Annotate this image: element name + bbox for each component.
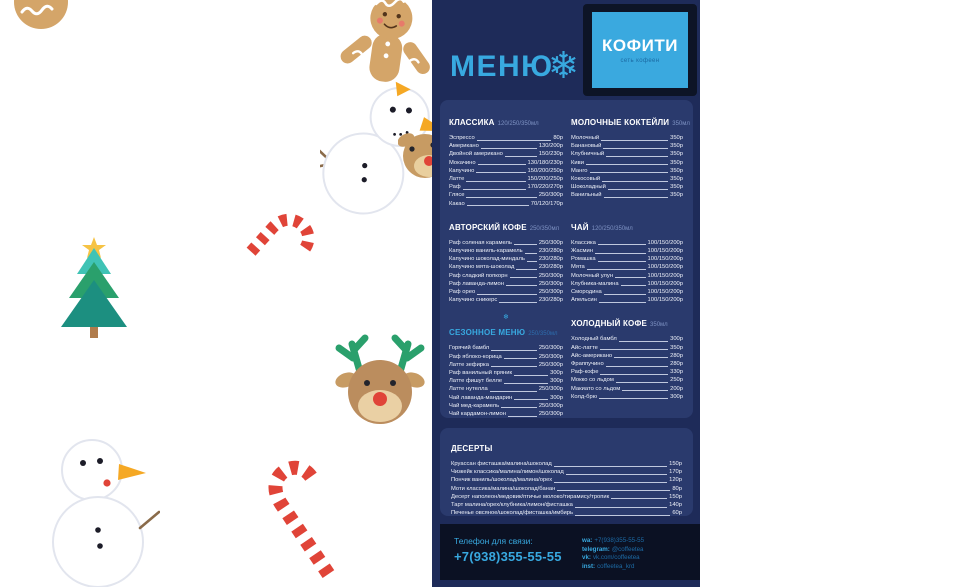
menu-item-row bbox=[449, 150, 563, 158]
item-name: Десерт наполеон/медовик/птичье молоко/тирамису/тропик bbox=[451, 493, 610, 500]
leader-line bbox=[599, 302, 646, 303]
section-header bbox=[571, 313, 683, 331]
item-name: Чизкейк классика/малина/лимон/шоколад bbox=[451, 469, 564, 476]
leader-line bbox=[598, 244, 646, 245]
leader-line bbox=[554, 466, 667, 467]
leader-line bbox=[505, 156, 537, 157]
menu-item-row bbox=[571, 288, 683, 296]
item-price: 80р bbox=[672, 485, 682, 492]
menu-item-row bbox=[571, 175, 683, 183]
page-title: МЕНЮ bbox=[450, 50, 554, 83]
leader-line bbox=[622, 390, 668, 391]
menu-item-row bbox=[571, 335, 683, 343]
item-price: 350р bbox=[670, 184, 683, 191]
item-price: 250/300р bbox=[538, 353, 563, 360]
menu-item-row bbox=[449, 377, 563, 385]
item-price: 350р bbox=[670, 159, 683, 166]
social-row-vk bbox=[582, 554, 690, 563]
item-price: 230/280р bbox=[538, 297, 563, 304]
leader-line bbox=[516, 269, 536, 270]
item-price: 330р bbox=[670, 369, 683, 376]
item-name: Манго bbox=[571, 167, 588, 174]
menu-item-row bbox=[571, 344, 683, 352]
section-header bbox=[449, 322, 563, 340]
gingerbread-icon bbox=[338, 0, 440, 84]
item-name: Молочный улун bbox=[571, 272, 614, 279]
menu-item-row bbox=[449, 191, 563, 199]
contact-bar bbox=[440, 524, 700, 580]
snowflake-icon: ❄ bbox=[503, 313, 509, 322]
leader-line bbox=[586, 164, 668, 165]
menu-item-row bbox=[571, 167, 683, 175]
item-price: 60р bbox=[672, 510, 682, 517]
leader-line bbox=[501, 407, 537, 408]
item-price: 350р bbox=[670, 135, 683, 141]
item-price: 230/280р bbox=[538, 264, 563, 271]
item-price: 150/200/250р bbox=[527, 167, 563, 174]
item-price: 100/150/200р bbox=[647, 289, 683, 296]
snowflake-icon: ❄ bbox=[548, 44, 580, 87]
item-name: Шоколадный bbox=[571, 184, 606, 191]
leader-line bbox=[490, 391, 537, 392]
telegram-value: @coffeetea bbox=[611, 545, 644, 553]
item-name: Мята bbox=[571, 264, 585, 271]
leader-line bbox=[466, 197, 536, 198]
leader-line bbox=[467, 205, 529, 206]
contact-label: Телефон для связи: bbox=[454, 536, 533, 546]
item-name: Капучино bbox=[449, 167, 475, 174]
menu-item-row bbox=[449, 353, 563, 361]
social-row-inst bbox=[582, 563, 690, 572]
item-name: Латте зефирка bbox=[449, 361, 489, 368]
leader-line bbox=[514, 244, 537, 245]
section-title: КЛАССИКА bbox=[449, 118, 495, 127]
menu-item-row bbox=[449, 385, 563, 393]
item-name: Классика bbox=[571, 239, 596, 246]
contact-left bbox=[454, 536, 582, 580]
leader-line bbox=[606, 156, 668, 157]
menu-item-row bbox=[571, 247, 683, 255]
item-price: 350р bbox=[670, 192, 683, 199]
item-price: 140р bbox=[669, 502, 682, 509]
logo-title: КОФИТИ bbox=[602, 36, 678, 55]
menu-item-row bbox=[571, 191, 683, 199]
menu-item-row bbox=[449, 272, 563, 280]
logo-inner bbox=[592, 12, 688, 88]
item-price: 230/280р bbox=[538, 256, 563, 263]
section-title: ЧАЙ bbox=[571, 222, 589, 232]
item-name: Капучино шоколад-миндаль bbox=[449, 256, 525, 263]
item-price: 250/300р bbox=[538, 411, 563, 418]
item-price: 250/300р bbox=[538, 289, 563, 296]
leader-line bbox=[463, 189, 526, 190]
menu-item-row bbox=[449, 344, 563, 352]
menu-item-row bbox=[571, 272, 683, 280]
leader-line bbox=[525, 253, 537, 254]
item-name: Раф ванильный пряник bbox=[449, 370, 512, 377]
item-price: 280р bbox=[670, 352, 683, 359]
item-price: 350р bbox=[670, 344, 683, 351]
item-price: 250/300р bbox=[538, 386, 563, 393]
item-name: Клубника-малина bbox=[571, 280, 619, 287]
item-name: Колд-брю bbox=[571, 393, 598, 400]
snowman-icon bbox=[46, 430, 160, 587]
item-price: 200р bbox=[670, 385, 683, 392]
menu-item-row bbox=[451, 485, 682, 493]
item-name: Банановый bbox=[571, 143, 602, 150]
section-title: ДЕСЕРТЫ bbox=[451, 444, 493, 453]
item-name: Айс-американо bbox=[571, 352, 613, 359]
item-price: 250/300р bbox=[538, 272, 563, 279]
item-name: Мокко со льдом bbox=[571, 377, 614, 384]
item-name: Мокачино bbox=[449, 159, 476, 166]
section-volume: 250/350мл bbox=[529, 225, 560, 232]
leader-line bbox=[514, 399, 548, 400]
item-name: Ванильный bbox=[571, 192, 602, 199]
section-volume: 350мл bbox=[650, 322, 668, 329]
leader-line bbox=[602, 181, 668, 182]
leader-line bbox=[504, 358, 537, 359]
menu-item-row bbox=[571, 142, 683, 150]
menu-item-row bbox=[571, 385, 683, 393]
menu-item-row bbox=[571, 280, 683, 288]
telegram-label: telegram: bbox=[582, 545, 610, 553]
item-price: 100/150/200р bbox=[647, 280, 683, 287]
candy-cane-icon bbox=[242, 208, 326, 282]
item-name: Какао bbox=[449, 200, 465, 207]
item-name: Кокосовый bbox=[571, 176, 601, 183]
menu-item-row bbox=[451, 460, 682, 468]
item-name: Киви bbox=[571, 159, 584, 166]
item-price: 100/150/200р bbox=[647, 297, 683, 304]
christmas-tree-icon bbox=[48, 236, 140, 340]
leader-line bbox=[621, 285, 646, 286]
item-name: Чай кардамон-лимон bbox=[449, 411, 506, 418]
menu-item-row bbox=[451, 509, 682, 517]
item-name: Раф лаванда-лимон bbox=[449, 280, 504, 287]
item-price: 70/120/170р bbox=[530, 200, 563, 207]
leader-line bbox=[477, 140, 552, 141]
leader-line bbox=[508, 416, 537, 417]
item-name: Горячий бамбл bbox=[449, 345, 490, 352]
item-price: 150р bbox=[669, 493, 682, 500]
item-price: 230/280р bbox=[538, 248, 563, 255]
item-name: Американо bbox=[449, 143, 479, 150]
leader-line bbox=[598, 261, 646, 262]
item-name: Апельсин bbox=[571, 297, 597, 304]
menu-item-row bbox=[571, 393, 683, 401]
item-price: 100/150/200р bbox=[647, 256, 683, 263]
item-name: Раф сладкий попкорн bbox=[449, 272, 508, 279]
contact-phone: +7(938)355-55-55 bbox=[454, 549, 562, 564]
leader-line bbox=[616, 382, 668, 383]
item-name: Тарт малина/орех/клубника/лимон/фисташка bbox=[451, 502, 573, 509]
menu-item-row bbox=[449, 200, 563, 208]
item-price: 300р bbox=[670, 393, 683, 400]
menu-card-main bbox=[440, 100, 693, 418]
section-title: АВТОРСКИЙ КОФЕ bbox=[449, 222, 527, 232]
leader-line bbox=[606, 366, 668, 367]
menu-item-row bbox=[571, 159, 683, 167]
inst-label: inst: bbox=[582, 562, 596, 570]
item-name: Раф соленая карамель bbox=[449, 239, 512, 246]
menu-item-row bbox=[571, 360, 683, 368]
item-price: 170/220/270р bbox=[527, 184, 563, 191]
menu-section-cold-coffee bbox=[571, 313, 683, 418]
logo bbox=[583, 4, 697, 96]
menu-item-row bbox=[449, 167, 563, 175]
item-name: Смородина bbox=[571, 289, 602, 296]
item-name: Латте нутелла bbox=[449, 386, 488, 393]
leader-line bbox=[599, 398, 668, 399]
social-row-telegram bbox=[582, 546, 690, 555]
menu-item-row bbox=[571, 376, 683, 384]
menu-item-row bbox=[449, 288, 563, 296]
menu-panel bbox=[432, 0, 700, 587]
item-name: Капучино ваниль-карамель bbox=[449, 248, 523, 255]
item-price: 100/150/200р bbox=[647, 239, 683, 246]
leader-line bbox=[575, 507, 667, 508]
item-name: Айс-латте bbox=[571, 344, 598, 351]
leader-line bbox=[604, 197, 669, 198]
leader-line bbox=[504, 383, 548, 384]
menu-card-desserts bbox=[440, 428, 693, 516]
item-price: 250/300р bbox=[538, 361, 563, 368]
leader-line bbox=[595, 253, 646, 254]
reindeer-head-icon bbox=[322, 320, 438, 434]
item-name: Чай лаванда-мандарин bbox=[449, 394, 513, 401]
leader-line bbox=[566, 474, 667, 475]
leader-line bbox=[506, 285, 537, 286]
menu-item-row bbox=[449, 410, 563, 418]
leader-line bbox=[527, 261, 537, 262]
section-title: МОЛОЧНЫЕ КОКТЕЙЛИ bbox=[571, 118, 670, 127]
leader-line bbox=[601, 140, 668, 141]
section-header bbox=[571, 112, 690, 130]
menu-item-row bbox=[571, 255, 683, 263]
leader-line bbox=[604, 294, 646, 295]
item-price: 150/230р bbox=[538, 151, 563, 158]
section-header bbox=[451, 438, 682, 456]
section-header bbox=[449, 217, 563, 235]
item-price: 280р bbox=[670, 361, 683, 368]
menu-item-row bbox=[451, 493, 682, 501]
menu-item-row bbox=[449, 142, 563, 150]
leader-line bbox=[499, 302, 537, 303]
menu-section-classic bbox=[449, 112, 563, 208]
menu-item-row bbox=[571, 263, 683, 271]
item-price: 100/150/200р bbox=[647, 264, 683, 271]
item-price: 80р bbox=[553, 135, 563, 141]
item-price: 250/300р bbox=[538, 280, 563, 287]
item-name: Двойной американо bbox=[449, 151, 503, 158]
menu-item-row bbox=[571, 183, 683, 191]
social-row-wa bbox=[582, 537, 690, 546]
section-volume: 250/350мл bbox=[528, 331, 558, 338]
section-title: СЕЗОННОЕ МЕНЮ bbox=[449, 328, 526, 338]
inst-value: coffeetea_krd bbox=[597, 562, 635, 570]
item-price: 150р bbox=[669, 461, 682, 467]
leader-line bbox=[466, 181, 525, 182]
leader-line bbox=[557, 490, 670, 491]
item-name: Ромашка bbox=[571, 256, 596, 263]
item-name: Чай мед-карамель bbox=[449, 402, 500, 409]
leader-line bbox=[478, 164, 526, 165]
leader-line bbox=[608, 189, 668, 190]
wa-label: wa: bbox=[582, 537, 593, 544]
item-price: 300р bbox=[670, 336, 683, 343]
item-name: Глясе bbox=[449, 192, 465, 199]
item-name: Капучино мята-шоколад bbox=[449, 264, 515, 271]
item-price: 130/200р bbox=[538, 143, 563, 150]
item-name: Макиато со льдом bbox=[571, 385, 621, 392]
item-name: Эспрессо bbox=[449, 135, 475, 141]
menu-item-row bbox=[571, 134, 683, 142]
item-price: 300р bbox=[550, 370, 563, 377]
menu-item-row bbox=[449, 296, 563, 304]
item-name: Раф орео bbox=[449, 289, 476, 296]
item-name: Фраппучино bbox=[571, 361, 604, 368]
section-volume: 120/250/350мл bbox=[591, 225, 633, 232]
leader-line bbox=[510, 277, 537, 278]
menu-item-row bbox=[449, 247, 563, 255]
section-header bbox=[449, 112, 563, 130]
menu-item-row bbox=[571, 239, 683, 247]
menu-section-milkshakes bbox=[571, 112, 690, 208]
item-name: Капучино сникерс bbox=[449, 297, 498, 304]
section-volume: 350мл bbox=[672, 121, 690, 127]
item-price: 250/300р bbox=[538, 192, 563, 199]
menu-item-row bbox=[449, 369, 563, 377]
item-price: 150/200/250р bbox=[527, 176, 563, 183]
menu-item-row bbox=[571, 150, 683, 158]
item-price: 350р bbox=[670, 167, 683, 174]
leader-line bbox=[600, 374, 668, 375]
item-price: 170р bbox=[669, 469, 682, 476]
item-price: 300р bbox=[550, 394, 563, 401]
item-price: 130/180/230р bbox=[527, 159, 563, 166]
item-price: 250р bbox=[670, 377, 683, 384]
item-name: Раф яблоко-корица bbox=[449, 353, 502, 360]
leader-line bbox=[476, 172, 525, 173]
leader-line bbox=[603, 148, 668, 149]
sections-grid bbox=[449, 112, 690, 418]
leader-line bbox=[481, 148, 537, 149]
item-price: 250/300р bbox=[538, 345, 563, 352]
leader-line bbox=[587, 269, 646, 270]
menu-item-row bbox=[449, 361, 563, 369]
menu-item-row bbox=[451, 501, 682, 509]
socials-list bbox=[582, 536, 690, 580]
leader-line bbox=[491, 350, 537, 351]
menu-item-row bbox=[571, 368, 683, 376]
leader-line bbox=[514, 375, 548, 376]
vk-value: vk.com/coffeetea bbox=[592, 554, 640, 562]
menu-item-row bbox=[449, 239, 563, 247]
leader-line bbox=[491, 366, 537, 367]
menu-item-row bbox=[451, 476, 682, 484]
item-name: Печенье овсяное/шоколад/фисташка/имбирь bbox=[451, 510, 574, 517]
menu-item-row bbox=[571, 296, 683, 304]
item-name: Раф-кофе bbox=[571, 369, 599, 376]
leader-line bbox=[477, 294, 537, 295]
menu-item-row bbox=[449, 134, 563, 142]
vk-label: vk: bbox=[582, 554, 591, 562]
menu-item-row bbox=[451, 468, 682, 476]
menu-item-row bbox=[449, 263, 563, 271]
item-name: Латте фишут белле bbox=[449, 378, 503, 385]
candy-cane-icon bbox=[244, 456, 348, 587]
menu-item-row bbox=[449, 159, 563, 167]
menu-item-row bbox=[449, 280, 563, 288]
menu-item-row bbox=[449, 183, 563, 191]
leader-line bbox=[619, 341, 668, 342]
menu-item-row bbox=[449, 255, 563, 263]
menu-section-desserts bbox=[451, 438, 682, 517]
item-name: Клубничный bbox=[571, 151, 605, 158]
item-price: 120р bbox=[669, 477, 682, 484]
item-name: Жасмин bbox=[571, 248, 593, 255]
section-title: ХОЛОДНЫЙ КОФЕ bbox=[571, 319, 648, 329]
leader-line bbox=[600, 349, 668, 350]
menu-section-tea bbox=[571, 217, 683, 305]
menu-item-row bbox=[449, 394, 563, 402]
item-price: 350р bbox=[670, 176, 683, 183]
menu-item-row bbox=[571, 352, 683, 360]
leader-line bbox=[611, 498, 667, 499]
item-name: Моти классика/малина/шоколад/банан bbox=[451, 485, 556, 492]
item-price: 300р bbox=[550, 378, 563, 385]
item-price: 100/150/200р bbox=[647, 272, 683, 279]
leader-line bbox=[614, 357, 668, 358]
menu-item-row bbox=[449, 175, 563, 183]
item-name: Раф bbox=[449, 184, 461, 191]
gingerbread-partial-icon bbox=[10, 0, 72, 36]
section-volume: 120/250/350мл bbox=[497, 121, 539, 127]
leader-line bbox=[615, 277, 646, 278]
item-name: Молочный bbox=[571, 135, 600, 141]
menu-item-row bbox=[449, 402, 563, 410]
leader-line bbox=[554, 482, 667, 483]
item-price: 350р bbox=[670, 143, 683, 150]
item-name: Пончик ваниль/шоколад/малина/орех bbox=[451, 477, 553, 484]
item-name: Латте bbox=[449, 176, 465, 183]
wa-value: +7(938)355-55-55 bbox=[594, 537, 645, 544]
item-price: 100/150/200р bbox=[647, 248, 683, 255]
item-price: 250/300р bbox=[538, 402, 563, 409]
item-name: Круассан фисташка/малина/шоколад bbox=[451, 461, 552, 467]
item-price: 250/300р bbox=[538, 239, 563, 246]
logo-subtitle: сеть кофеен bbox=[620, 58, 660, 64]
leader-line bbox=[575, 515, 670, 516]
item-name: Холодный бамбл bbox=[571, 336, 617, 343]
menu-section-seasonal bbox=[449, 313, 563, 418]
menu-section-signature bbox=[449, 217, 563, 305]
item-price: 350р bbox=[670, 151, 683, 158]
section-header bbox=[571, 217, 683, 235]
leader-line bbox=[590, 172, 669, 173]
